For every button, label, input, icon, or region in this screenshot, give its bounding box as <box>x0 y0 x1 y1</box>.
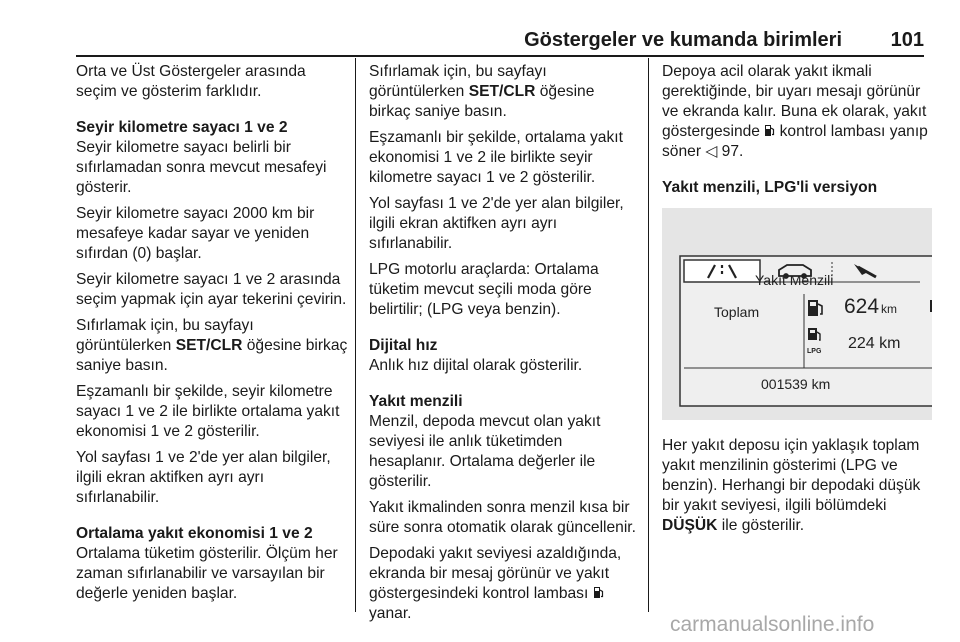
total-value <box>844 297 897 319</box>
text: Sıfırlamak için, bu sayfayı görüntülerken <box>76 317 254 354</box>
fuel-pump-icon <box>764 124 775 137</box>
column-1 <box>76 62 348 610</box>
text: Her yakıt deposu için yaklaşık toplam yakıt menzilinin gösterimi (LPG ve benzin). Herhangi bir depodaki düşük bir yakıt seviyesi, ilgili bölümdeki <box>662 437 921 514</box>
lpg-range-value: 224 km <box>848 335 901 352</box>
paragraph: Seyir kilometre sayacı belirli bir sıfırlamadan sonra mevcut mesafeyi gösterir. <box>76 139 327 196</box>
section-heading: Ortalama yakıt ekonomisi 1 ve 2 <box>76 525 313 542</box>
text: Depodaki yakıt seviyesi azaldığında, ekranda bir mesaj görünür ve yakıt göstergesindeki kontrol lambası <box>369 545 622 602</box>
paragraph: Yakıt ikmalinden sonra menzil kısa bir süre sonra otomatik olarak güncellenir. <box>369 499 636 536</box>
button-label-set-clr: SET/CLR <box>175 337 243 354</box>
paragraph: Menzil, depoda mevcut olan yakıt seviyesi ile anlık tüketimden hesaplanır. Ortalama değerler ile gösterilir. <box>369 413 601 490</box>
section-heading: Seyir kilometre sayacı 1 ve 2 <box>76 119 288 136</box>
paragraph: LPG motorlu araçlarda: Ortalama tüketim mevcut seçili moda göre belirtilir; (LPG veya benzin). <box>369 261 599 318</box>
low-label: DÜŞÜK <box>662 517 718 534</box>
paragraph: Anlık hız dijital olarak gösterilir. <box>369 357 583 374</box>
page-header <box>0 0 960 56</box>
paragraph <box>662 436 930 536</box>
column-3 <box>662 62 930 542</box>
text: yanar. <box>369 605 412 622</box>
page-title: Göstergeler ve kumanda birimleri <box>524 29 842 51</box>
paragraph <box>662 62 930 162</box>
text: Sıfırlamak için, bu sayfayı görüntülerken <box>369 63 547 100</box>
fuel-pump-icon <box>593 586 604 599</box>
paragraph: Ortalama tüketim gösterilir. Ölçüm her zaman sıfırlanabilir ve varsayılan bir değerle yeniden başlar. <box>76 545 338 602</box>
page-number: 101 <box>890 29 924 51</box>
paragraph: Eşzamanlı bir şekilde, ortalama yakıt ekonomisi 1 ve 2 ile birlikte seyir kilometre sayacı 1 ve 2 gösterilir. <box>369 129 623 186</box>
text: Depoya acil olarak yakıt ikmali gerektiğinde, bir uyarı mesajı görünür ve ekranda kalır. Buna ek olarak, yakıt göstergesinde <box>662 63 927 140</box>
section-heading: Dijital hız <box>369 337 438 354</box>
paragraph: Eşzamanlı bir şekilde, seyir kilometre sayacı 1 ve 2 ile birlikte ortalama yakıt ekonomisi 1 ve 2 gösterilir. <box>76 383 340 440</box>
screen-title: Yakıt Menzili <box>755 272 834 288</box>
paragraph <box>76 316 348 376</box>
total-range-unit: km <box>881 302 898 316</box>
text: kontrol lambası yanıp söner <box>662 123 928 160</box>
total-range-number: 624 <box>844 295 880 318</box>
column-2 <box>369 62 637 630</box>
page-reference: 97. <box>717 143 744 160</box>
paragraph: Yol sayfası 1 ve 2'de yer alan bilgiler, ilgili ekran aktifken ayrı ayrı sıfırlanabilir. <box>369 195 624 252</box>
text: ile gösterilir. <box>717 517 805 534</box>
paragraph: Orta ve Üst Göstergeler arasında seçim ve gösterim farklıdır. <box>76 63 306 100</box>
section-heading: Yakıt menzili <box>369 393 463 410</box>
watermark: carmanualsonline.info <box>670 613 875 636</box>
text: öğesine birkaç saniye basın. <box>76 337 348 374</box>
section-heading: Yakıt menzili, LPG'li versiyon <box>662 179 878 196</box>
paragraph: Yol sayfası 1 ve 2'de yer alan bilgiler, ilgili ekran aktifken ayrı ayrı sıfırlanabilir. <box>76 449 331 506</box>
paragraph: Seyir kilometre sayacı 2000 km bir mesafeye kadar sayar ve yeniden sıfırdan (0) başlar. <box>76 205 315 262</box>
odometer-value: 001539 km <box>761 376 831 392</box>
paragraph <box>369 544 637 624</box>
text: öğesine birkaç saniye basın. <box>369 83 595 120</box>
lpg-label: LPG <box>807 348 822 355</box>
total-label: Toplam <box>714 304 760 320</box>
paragraph <box>369 62 637 122</box>
button-label-set-clr: SET/CLR <box>468 83 536 100</box>
header-divider <box>76 55 924 57</box>
paragraph: Seyir kilometre sayacı 1 ve 2 arasında seçim yapmak için ayar tekerini çevirin. <box>76 271 347 308</box>
fuel-range-display-figure <box>662 208 932 420</box>
column-divider-1 <box>355 58 356 612</box>
column-divider-2 <box>648 58 649 612</box>
triangle-reference-icon: ◁ <box>705 143 718 160</box>
